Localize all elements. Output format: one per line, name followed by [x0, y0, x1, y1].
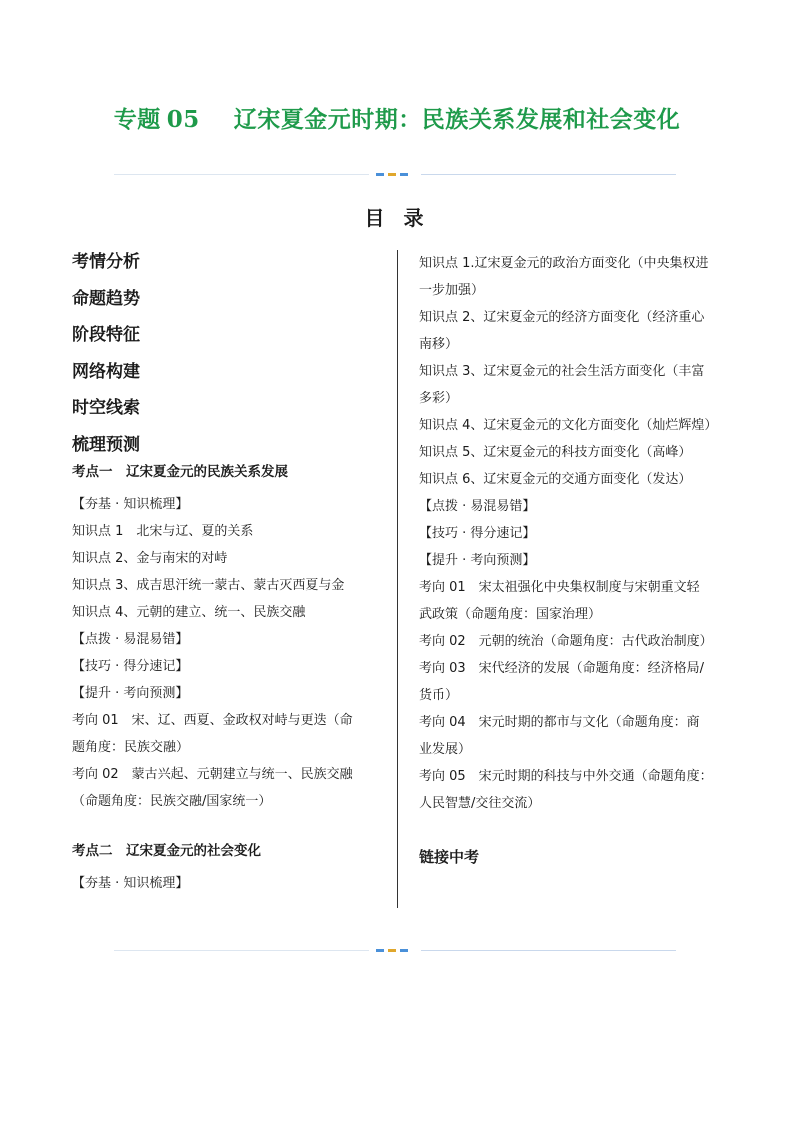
document-title: [0, 101, 794, 134]
toc-item[interactable]: 【点拨 · 易混易错】: [419, 499, 536, 514]
title-subject: 辽宋夏金元时期：民族关系发展和社会变化: [233, 107, 681, 133]
divider-ornament-icon: [374, 171, 416, 179]
toc-left-column: [72, 250, 387, 897]
toc-item[interactable]: 【技巧 · 得分速记】: [419, 526, 536, 541]
toc-section[interactable]: 时空线索: [72, 398, 140, 418]
toc-item[interactable]: 考向 02 元朝的统治（命题角度：古代政治制度）: [419, 634, 713, 649]
toc-item[interactable]: 知识点 1.辽宋夏金元的政治方面变化（中央集权进: [419, 256, 709, 271]
toc-item[interactable]: 货币）: [419, 688, 459, 703]
toc-item[interactable]: 【技巧 · 得分速记】: [72, 658, 189, 674]
toc-section[interactable]: 梳理预测: [72, 434, 140, 455]
exam-point-2-title[interactable]: 考点二 辽宋夏金元的社会变化: [72, 842, 261, 859]
divider-ornament-icon: [374, 947, 416, 955]
toc-item[interactable]: 知识点 4、元朝的建立、统一、民族交融: [72, 604, 306, 620]
toc-section[interactable]: 阶段特征: [72, 325, 140, 345]
toc-item[interactable]: 【提升 · 考向预测】: [419, 553, 536, 568]
toc-heading: 目 录: [364, 206, 430, 230]
toc-item[interactable]: 知识点 2、辽宋夏金元的经济方面变化（经济重心: [419, 310, 705, 325]
toc-item[interactable]: 考向 03 宋代经济的发展（命题角度：经济格局/: [419, 661, 705, 676]
toc-item[interactable]: 多彩）: [419, 391, 459, 406]
column-divider: [397, 250, 398, 908]
toc-item[interactable]: 知识点 2、金与南宋的对峙: [72, 550, 228, 566]
toc-item[interactable]: 考向 02 蒙古兴起、元朝建立与统一、民族交融: [72, 766, 353, 782]
toc-right-column: [419, 250, 729, 867]
toc-item[interactable]: 【夯基 · 知识梳理】: [72, 496, 189, 512]
toc-item[interactable]: 题角度：民族交融）: [72, 739, 190, 755]
toc-item[interactable]: 考向 01 宋太祖强化中央集权制度与宋朝重文轻: [419, 580, 700, 595]
toc-item[interactable]: （命题角度：民族交融/国家统一）: [72, 793, 272, 809]
link-exam-section[interactable]: 链接中考: [419, 848, 480, 866]
toc-item[interactable]: 【提升 · 考向预测】: [72, 685, 189, 701]
toc-item[interactable]: 【点拨 · 易混易错】: [72, 631, 189, 647]
toc-item[interactable]: 知识点 3、辽宋夏金元的社会生活方面变化（丰富: [419, 364, 705, 379]
toc-item[interactable]: 知识点 1 北宋与辽、夏的关系: [72, 523, 254, 539]
toc-item[interactable]: 业发展）: [419, 742, 472, 757]
toc-item[interactable]: 武政策（命题角度：国家治理）: [419, 607, 602, 622]
top-divider: [114, 171, 676, 179]
toc-item[interactable]: 考向 01 宋、辽、西夏、金政权对峙与更迭（命: [72, 712, 353, 728]
title-number: 05: [166, 106, 200, 133]
toc-section[interactable]: 命题趋势: [72, 288, 140, 309]
toc-item[interactable]: 知识点 5、辽宋夏金元的科技方面变化（高峰）: [419, 445, 692, 460]
exam-point-1-title[interactable]: 考点一 辽宋夏金元的民族关系发展: [72, 463, 288, 480]
toc-item[interactable]: 一步加强）: [419, 283, 485, 298]
toc-item[interactable]: 知识点 4、辽宋夏金元的文化方面变化（灿烂辉煌）: [419, 418, 718, 433]
toc-item[interactable]: 【夯基 · 知识梳理】: [72, 875, 189, 891]
toc-item[interactable]: 知识点 3、成吉思汗统一蒙古、蒙古灭西夏与金: [72, 577, 345, 593]
toc-item[interactable]: 考向 05 宋元时期的科技与中外交通（命题角度：: [419, 769, 713, 784]
toc-item[interactable]: 考向 04 宋元时期的都市与文化（命题角度：商: [419, 715, 700, 730]
toc-item[interactable]: 人民智慧/交往交流）: [419, 796, 541, 811]
title-label: 专题: [113, 107, 161, 133]
bottom-divider: [114, 947, 676, 955]
toc-section[interactable]: 网络构建: [72, 361, 140, 382]
toc-item[interactable]: 知识点 6、辽宋夏金元的交通方面变化（发达）: [419, 472, 692, 487]
toc-item[interactable]: 南移）: [419, 337, 459, 352]
toc-section[interactable]: 考情分析: [72, 252, 140, 272]
